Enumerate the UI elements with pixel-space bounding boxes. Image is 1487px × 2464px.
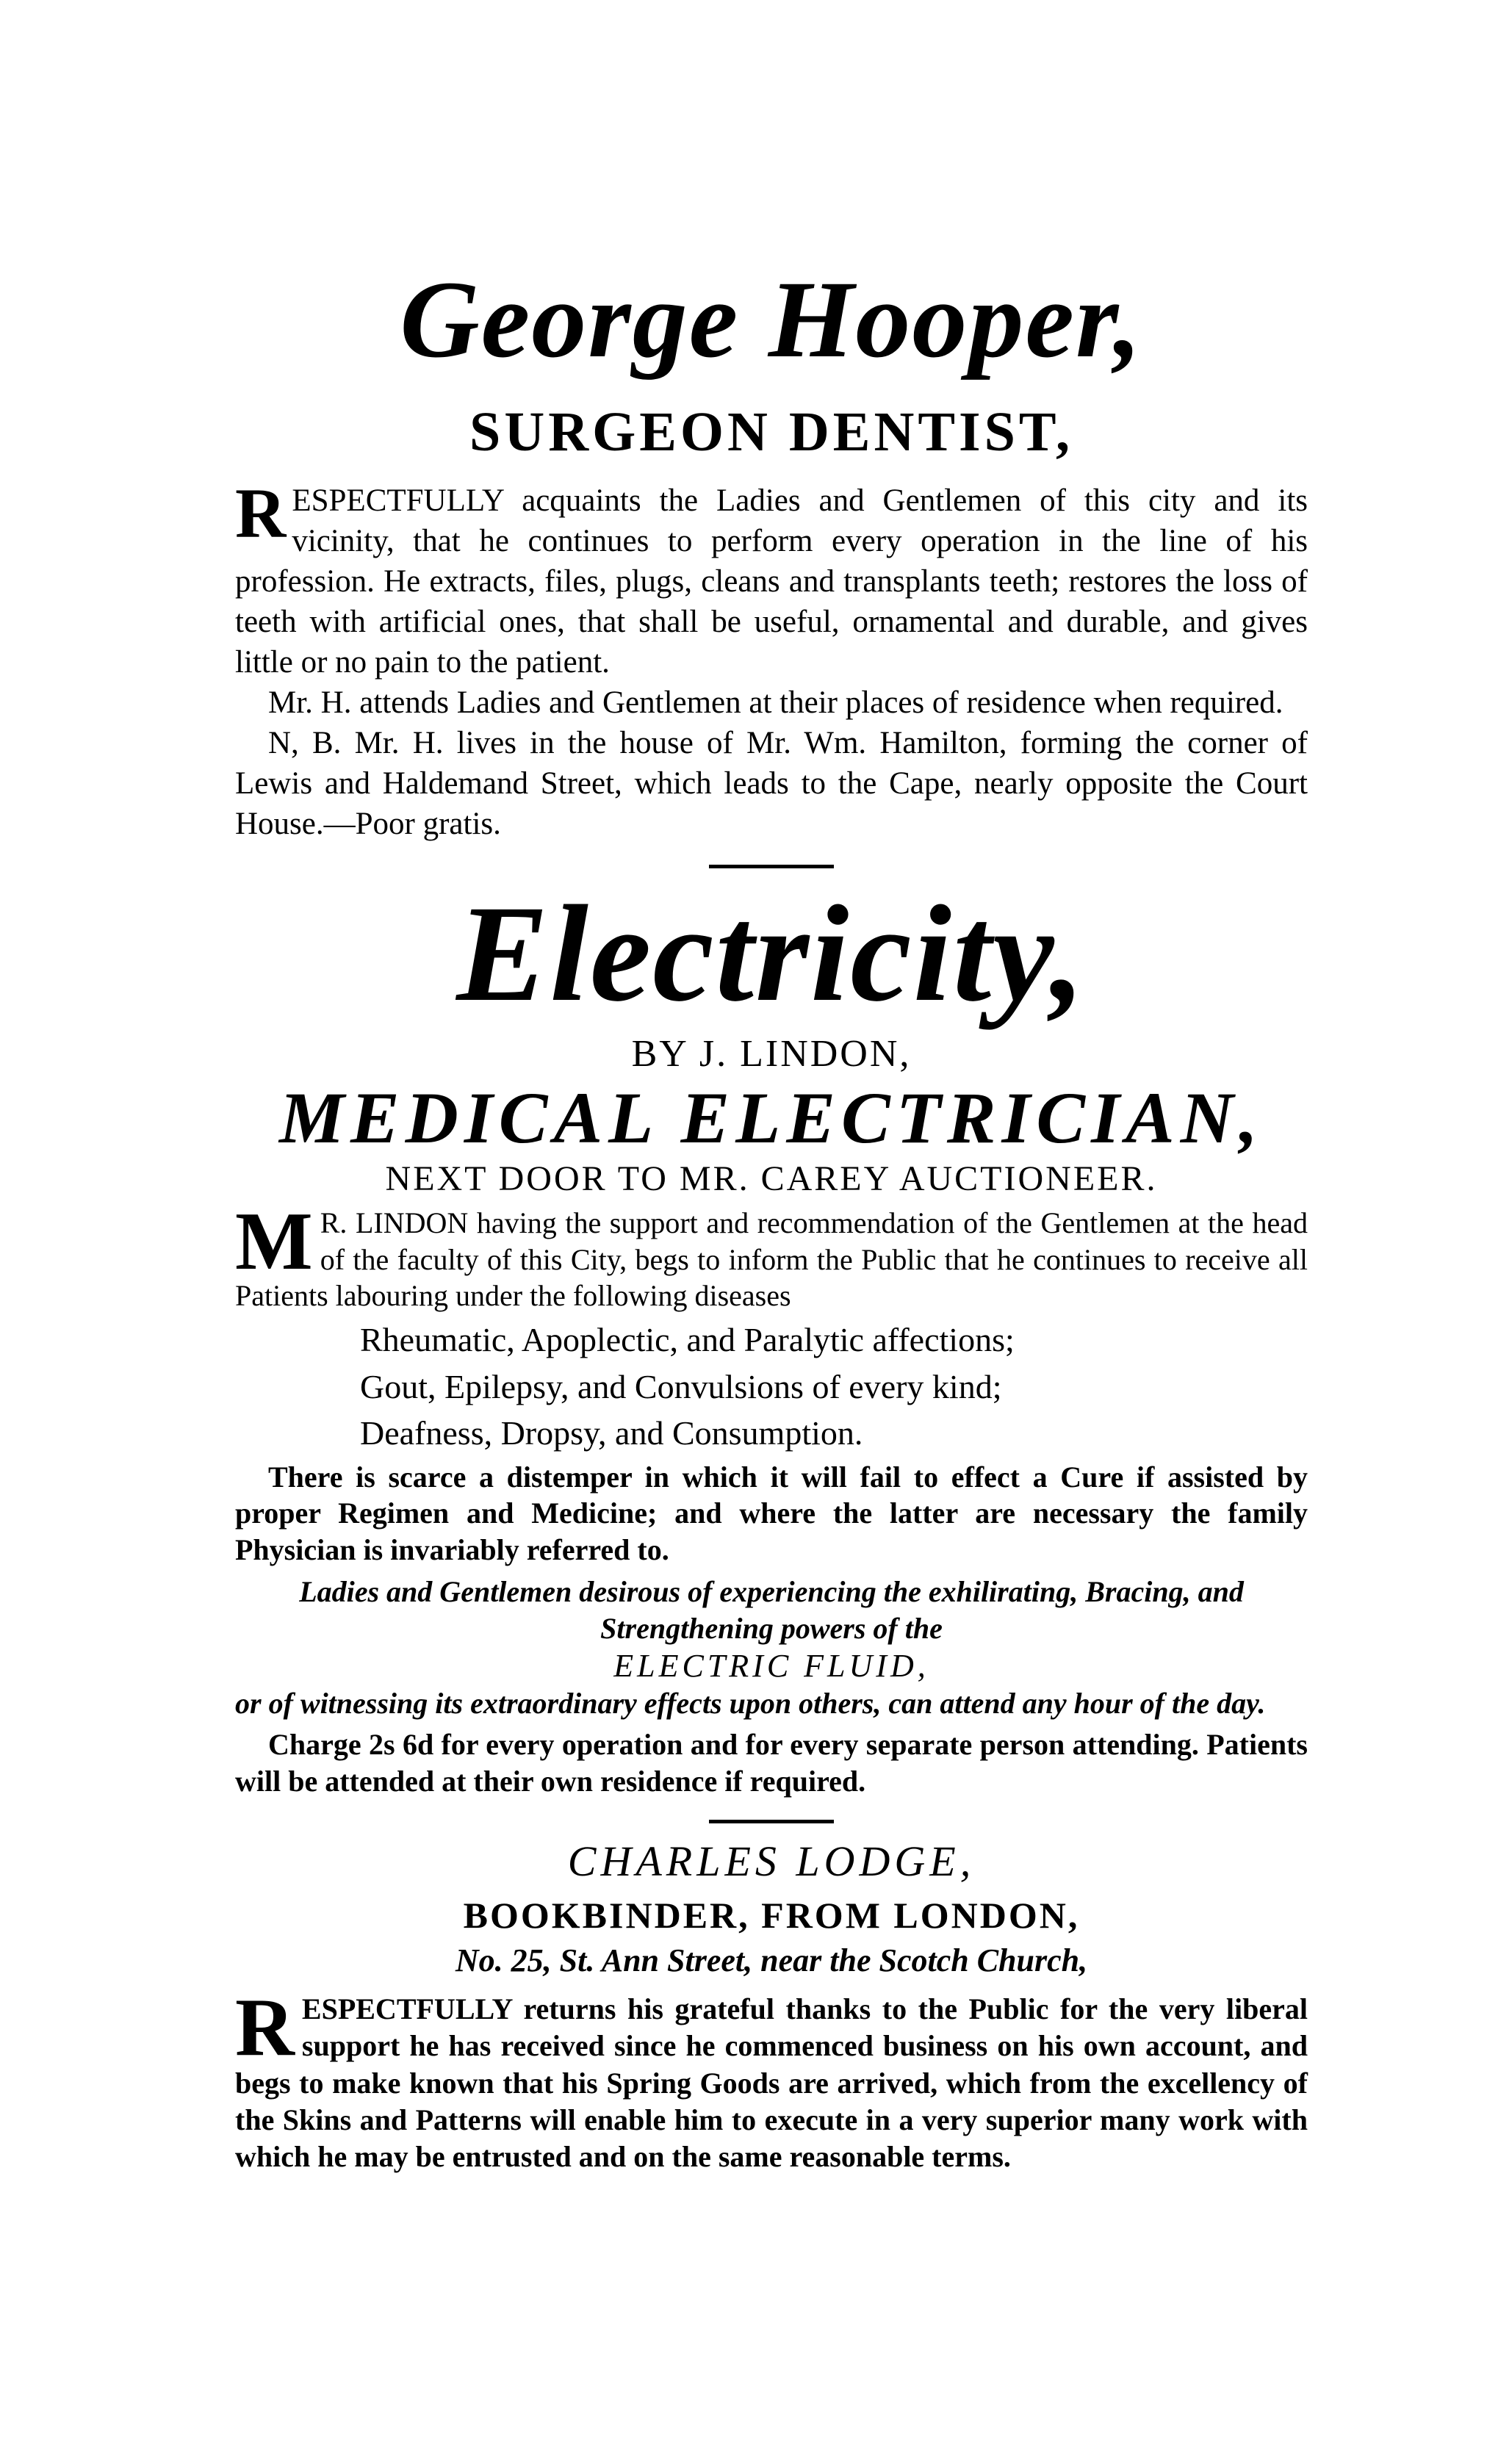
lodge-trade-heading: BOOKBINDER, FROM LONDON, — [463, 1894, 1080, 1936]
hooper-paragraph-3: N, B. Mr. H. lives in the house of Mr. Wm. Hamilton, forming the corner of Lewis and Haldemand Street, which leads to the Cape, nearly opposite the Court House.—Poor gratis. — [235, 726, 1308, 842]
lodge-paragraph-1-text: ESPECTFULLY returns his grateful thanks to the Public for the very liberal support he has received since he commenced business on his own account, and begs to make known that his Spring Goods are arrived, which from the excellency of the Skins and Patterns will enable him to execute in a very superior many work with which he may be entrusted and on the same reasonable terms. — [235, 1992, 1308, 2174]
lodge-address: No. 25, St. Ann Street, near the Scotch Church, — [455, 1942, 1088, 1979]
lindon-advertisement — [235, 876, 1308, 1799]
lindon-paragraph-1 — [235, 1196, 1308, 1314]
lindon-paragraph-3a: Ladies and Gentlemen desirous of experiencing the exhilirating, Bracing, and Strengthening powers of the — [299, 1575, 1244, 1645]
lindon-role-heading: MEDICAL ELECTRICIAN, — [279, 1076, 1264, 1159]
disease-list — [235, 1319, 1308, 1455]
hooper-name-heading: George Hooper, — [400, 259, 1143, 381]
advertisement-page — [235, 259, 1308, 2176]
lindon-paragraph-3b: or of witnessing its extraordinary effects upon others, can attend any hour of the day. — [235, 1687, 1266, 1721]
hooper-paragraph-1-text: ESPECTFULLY acquaints the Ladies and Gentlemen of this city and its vicinity, that he continues to perform every operation in the line of his profession. He extracts, files, plugs, cleans and transplants teeth; restores the loss of teeth with artificial ones, that shall be useful, ornamental and durable, and gives little or no pain to the patient. — [235, 483, 1308, 680]
lodge-advertisement — [235, 1837, 1308, 2176]
section-divider-rule — [709, 865, 834, 868]
hooper-title-heading: SURGEON DENTIST, — [469, 401, 1073, 463]
lindon-byline: BY J. LINDON, — [631, 1033, 912, 1076]
lindon-paragraph-2: There is scarce a distemper in which it will fail to effect a Cure if assisted by proper Regimen and Medicine; and where the latter are necessary the family Physician is invariably referred to. — [235, 1460, 1308, 1566]
hooper-advertisement — [235, 259, 1308, 844]
lindon-paragraph-4: Charge 2s 6d for every operation and for every separate person attending. Patients will be attended at their own residence if required. — [235, 1727, 1308, 1798]
lodge-paragraph-1 — [235, 1981, 1308, 2176]
hooper-dropcap: R — [235, 474, 287, 552]
disease-item: Gout, Epilepsy, and Convulsions of every kind; — [360, 1367, 1002, 1405]
electric-fluid-heading: ELECTRIC FLUID, — [613, 1647, 929, 1684]
lodge-name-heading: CHARLES LODGE, — [567, 1837, 976, 1886]
lindon-dropcap: M — [235, 1196, 313, 1288]
hooper-paragraph-2: Mr. H. attends Ladies and Gentlemen at their places of residence when required. — [268, 685, 1283, 721]
disease-item: Deafness, Dropsy, and Consumption. — [360, 1414, 863, 1452]
electricity-heading: Electricity, — [456, 876, 1087, 1031]
lindon-address: NEXT DOOR TO MR. CAREY AUCTIONEER. — [385, 1159, 1158, 1198]
disease-item: Rheumatic, Apoplectic, and Paralytic affections; — [360, 1321, 1015, 1359]
lodge-dropcap: R — [235, 1981, 295, 2073]
lindon-paragraph-1-text: R. LINDON having the support and recommendation of the Gentlemen at the head of the faculty of this City, begs to inform the Public that he continues to receive all Patients labouring under the following diseases — [235, 1206, 1308, 1313]
hooper-paragraph-1 — [235, 474, 1308, 682]
section-divider-rule — [709, 1820, 834, 1823]
